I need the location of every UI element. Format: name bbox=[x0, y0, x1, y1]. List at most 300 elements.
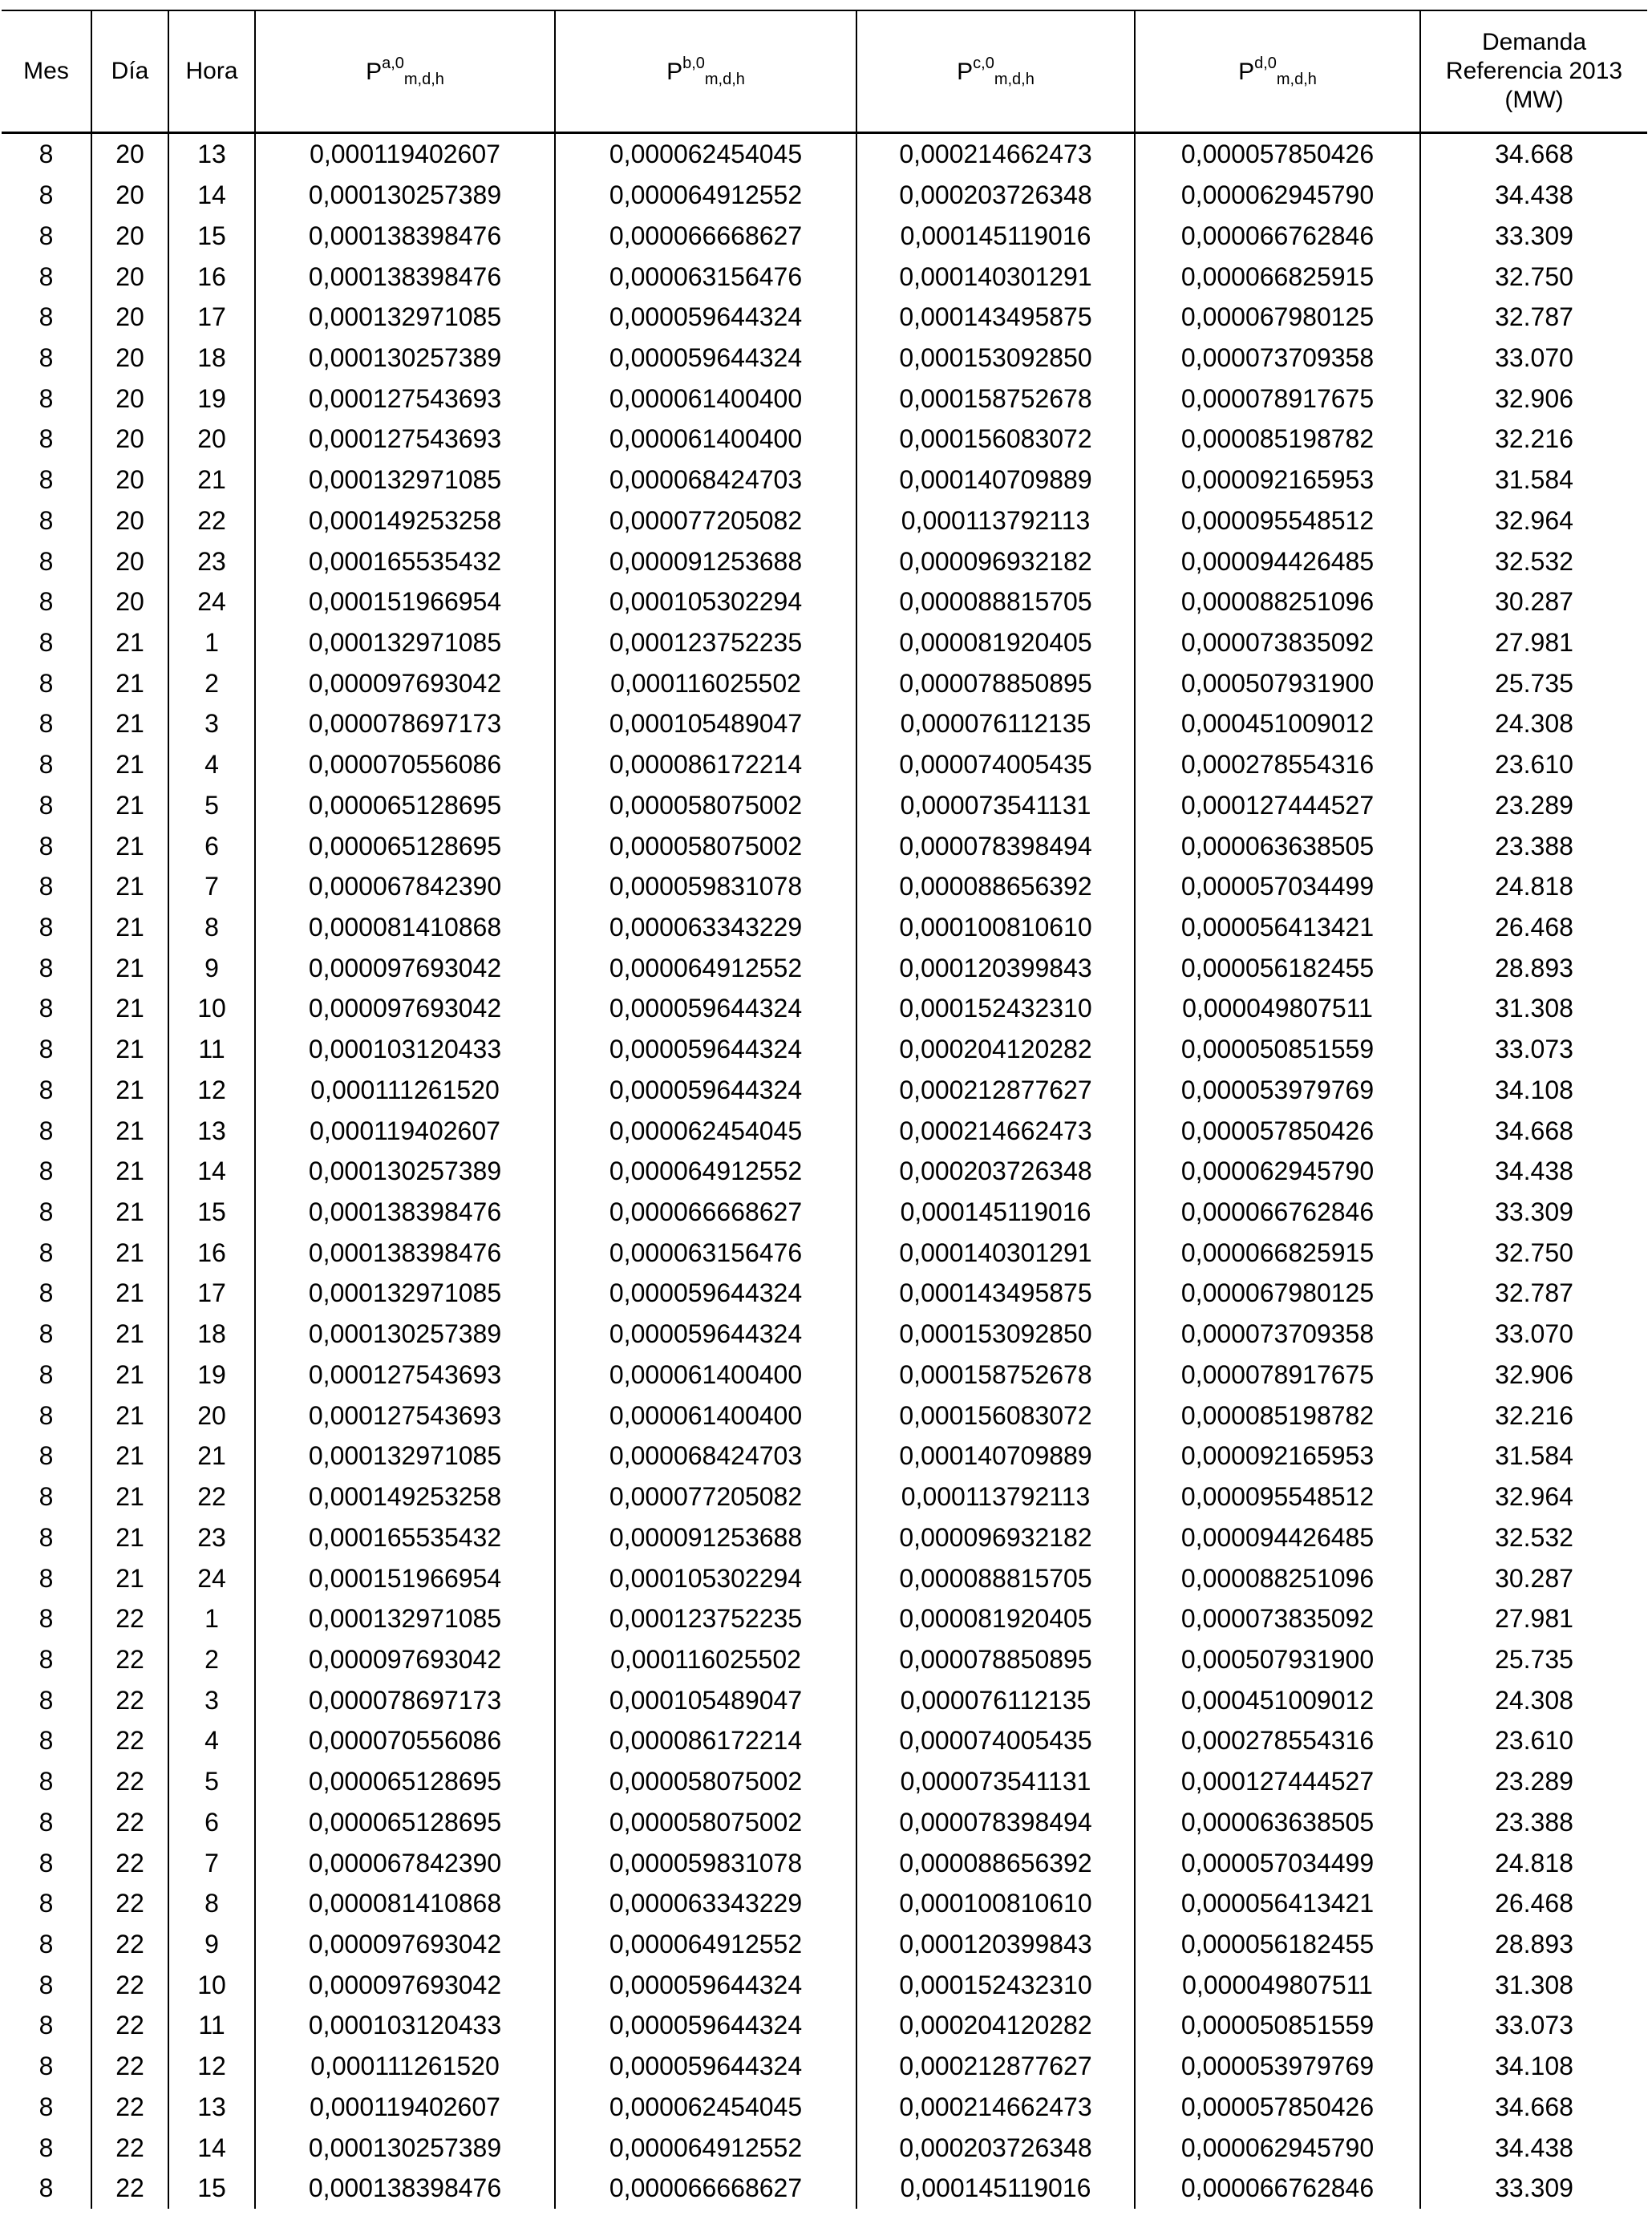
table-row bbox=[2, 785, 1647, 826]
cell-dia: 21 bbox=[91, 1517, 168, 1558]
cell-p-a: 0,000138398476 bbox=[255, 2168, 555, 2209]
cell-p-a: 0,000127543693 bbox=[255, 1395, 555, 1436]
cell-demanda: 32.216 bbox=[1420, 1395, 1647, 1436]
table-row bbox=[2, 1598, 1647, 1639]
cell-hora: 19 bbox=[168, 378, 255, 419]
cell-p-a: 0,000097693042 bbox=[255, 988, 555, 1029]
table-row bbox=[2, 581, 1647, 622]
cell-dia: 22 bbox=[91, 1842, 168, 1883]
cell-p-c: 0,000073541131 bbox=[856, 785, 1135, 826]
cell-dia: 22 bbox=[91, 1720, 168, 1761]
cell-p-d: 0,000066825915 bbox=[1135, 1232, 1420, 1273]
cell-p-b: 0,000064912552 bbox=[555, 947, 856, 988]
table-row bbox=[2, 338, 1647, 379]
cell-p-d: 0,000094426485 bbox=[1135, 541, 1420, 581]
symbol-base: P bbox=[366, 59, 383, 85]
cell-dia: 20 bbox=[91, 500, 168, 541]
cell-mes: 8 bbox=[2, 2127, 91, 2168]
cell-demanda: 34.438 bbox=[1420, 2127, 1647, 2168]
table-row bbox=[2, 825, 1647, 866]
cell-p-d: 0,000067980125 bbox=[1135, 297, 1420, 338]
cell-p-c: 0,000156083072 bbox=[856, 419, 1135, 460]
cell-hora: 5 bbox=[168, 1761, 255, 1802]
table-row bbox=[2, 1029, 1647, 1070]
cell-p-a: 0,000119402607 bbox=[255, 2087, 555, 2128]
cell-mes: 8 bbox=[2, 1070, 91, 1111]
cell-dia: 20 bbox=[91, 338, 168, 379]
cell-p-c: 0,000081920405 bbox=[856, 1598, 1135, 1639]
cell-p-d: 0,000057850426 bbox=[1135, 1110, 1420, 1151]
cell-p-a: 0,000097693042 bbox=[255, 662, 555, 703]
cell-hora: 21 bbox=[168, 1436, 255, 1476]
cell-demanda: 32.787 bbox=[1420, 1273, 1647, 1314]
cell-p-c: 0,000203726348 bbox=[856, 2127, 1135, 2168]
cell-p-c: 0,000214662473 bbox=[856, 2087, 1135, 2128]
cell-mes: 8 bbox=[2, 581, 91, 622]
cell-dia: 21 bbox=[91, 1110, 168, 1151]
cell-mes: 8 bbox=[2, 1761, 91, 1802]
table-row bbox=[2, 1639, 1647, 1680]
cell-p-c: 0,000140709889 bbox=[856, 460, 1135, 500]
cell-mes: 8 bbox=[2, 825, 91, 866]
symbol-p-b bbox=[666, 55, 745, 88]
cell-p-c: 0,000076112135 bbox=[856, 1679, 1135, 1720]
cell-p-c: 0,000088815705 bbox=[856, 581, 1135, 622]
cell-p-c: 0,000076112135 bbox=[856, 703, 1135, 744]
cell-hora: 14 bbox=[168, 175, 255, 216]
cell-hora: 13 bbox=[168, 2087, 255, 2128]
cell-demanda: 26.468 bbox=[1420, 907, 1647, 948]
cell-mes: 8 bbox=[2, 988, 91, 1029]
header-p-b bbox=[555, 10, 856, 133]
cell-p-b: 0,000059831078 bbox=[555, 1842, 856, 1883]
header-dia: Día bbox=[91, 10, 168, 133]
cell-p-a: 0,000127543693 bbox=[255, 378, 555, 419]
cell-mes: 8 bbox=[2, 256, 91, 297]
cell-p-a: 0,000130257389 bbox=[255, 1314, 555, 1355]
cell-dia: 22 bbox=[91, 2005, 168, 2046]
cell-demanda: 32.532 bbox=[1420, 541, 1647, 581]
cell-mes: 8 bbox=[2, 1110, 91, 1151]
cell-mes: 8 bbox=[2, 1151, 91, 1192]
cell-hora: 3 bbox=[168, 1679, 255, 1720]
table-row bbox=[2, 2127, 1647, 2168]
cell-dia: 22 bbox=[91, 1761, 168, 1802]
cell-dia: 21 bbox=[91, 825, 168, 866]
cell-p-a: 0,000065128695 bbox=[255, 1761, 555, 1802]
cell-p-a: 0,000065128695 bbox=[255, 785, 555, 826]
symbol-p-d bbox=[1238, 55, 1317, 88]
cell-dia: 21 bbox=[91, 1273, 168, 1314]
symbol-base: P bbox=[1238, 59, 1255, 85]
cell-demanda: 31.584 bbox=[1420, 1436, 1647, 1476]
cell-p-c: 0,000145119016 bbox=[856, 215, 1135, 256]
cell-demanda: 34.108 bbox=[1420, 1070, 1647, 1111]
cell-p-b: 0,000059644324 bbox=[555, 297, 856, 338]
cell-mes: 8 bbox=[2, 419, 91, 460]
cell-demanda: 33.073 bbox=[1420, 1029, 1647, 1070]
cell-mes: 8 bbox=[2, 866, 91, 907]
cell-p-b: 0,000063156476 bbox=[555, 256, 856, 297]
cell-demanda: 23.388 bbox=[1420, 825, 1647, 866]
cell-p-d: 0,000078917675 bbox=[1135, 378, 1420, 419]
table-row bbox=[2, 297, 1647, 338]
cell-demanda: 25.735 bbox=[1420, 1639, 1647, 1680]
cell-p-b: 0,000059644324 bbox=[555, 988, 856, 1029]
cell-p-c: 0,000204120282 bbox=[856, 1029, 1135, 1070]
cell-dia: 21 bbox=[91, 1436, 168, 1476]
table-body bbox=[2, 133, 1647, 2209]
cell-hora: 16 bbox=[168, 256, 255, 297]
cell-p-b: 0,000116025502 bbox=[555, 662, 856, 703]
cell-p-d: 0,000078917675 bbox=[1135, 1355, 1420, 1395]
cell-demanda: 31.584 bbox=[1420, 460, 1647, 500]
cell-p-b: 0,000058075002 bbox=[555, 1801, 856, 1842]
cell-mes: 8 bbox=[2, 785, 91, 826]
cell-p-c: 0,000074005435 bbox=[856, 744, 1135, 785]
cell-hora: 10 bbox=[168, 1964, 255, 2005]
cell-dia: 20 bbox=[91, 581, 168, 622]
cell-demanda: 33.309 bbox=[1420, 215, 1647, 256]
cell-p-c: 0,000204120282 bbox=[856, 2005, 1135, 2046]
cell-demanda: 33.309 bbox=[1420, 2168, 1647, 2209]
cell-mes: 8 bbox=[2, 1801, 91, 1842]
cell-hora: 1 bbox=[168, 1598, 255, 1639]
cell-demanda: 32.532 bbox=[1420, 1517, 1647, 1558]
cell-dia: 20 bbox=[91, 541, 168, 581]
cell-mes: 8 bbox=[2, 541, 91, 581]
cell-mes: 8 bbox=[2, 1029, 91, 1070]
cell-dia: 22 bbox=[91, 1679, 168, 1720]
cell-hora: 14 bbox=[168, 2127, 255, 2168]
cell-p-d: 0,000094426485 bbox=[1135, 1517, 1420, 1558]
table-row bbox=[2, 460, 1647, 500]
cell-p-a: 0,000111261520 bbox=[255, 1070, 555, 1111]
cell-dia: 21 bbox=[91, 1232, 168, 1273]
header-demanda-line: Referencia 2013 bbox=[1445, 58, 1623, 84]
cell-p-a: 0,000078697173 bbox=[255, 1679, 555, 1720]
cell-p-c: 0,000143495875 bbox=[856, 1273, 1135, 1314]
cell-p-a: 0,000081410868 bbox=[255, 1883, 555, 1924]
cell-mes: 8 bbox=[2, 2046, 91, 2087]
cell-p-d: 0,000056413421 bbox=[1135, 1883, 1420, 1924]
cell-p-b: 0,000077205082 bbox=[555, 1476, 856, 1517]
cell-dia: 21 bbox=[91, 866, 168, 907]
cell-demanda: 27.981 bbox=[1420, 1598, 1647, 1639]
cell-dia: 20 bbox=[91, 460, 168, 500]
cell-hora: 5 bbox=[168, 785, 255, 826]
cell-mes: 8 bbox=[2, 2087, 91, 2128]
cell-demanda: 25.735 bbox=[1420, 662, 1647, 703]
cell-dia: 21 bbox=[91, 744, 168, 785]
cell-hora: 22 bbox=[168, 500, 255, 541]
cell-dia: 22 bbox=[91, 2168, 168, 2209]
table-row bbox=[2, 1355, 1647, 1395]
cell-dia: 20 bbox=[91, 133, 168, 175]
symbol-superscript: c,0 bbox=[973, 55, 994, 72]
cell-p-d: 0,000066762846 bbox=[1135, 2168, 1420, 2209]
cell-p-d: 0,000063638505 bbox=[1135, 1801, 1420, 1842]
cell-p-b: 0,000063343229 bbox=[555, 1883, 856, 1924]
cell-dia: 22 bbox=[91, 2087, 168, 2128]
cell-p-d: 0,000066762846 bbox=[1135, 1192, 1420, 1233]
cell-p-b: 0,000105302294 bbox=[555, 581, 856, 622]
cell-demanda: 32.216 bbox=[1420, 419, 1647, 460]
cell-demanda: 24.308 bbox=[1420, 703, 1647, 744]
cell-p-b: 0,000061400400 bbox=[555, 1395, 856, 1436]
table-row bbox=[2, 1273, 1647, 1314]
cell-p-b: 0,000059644324 bbox=[555, 2005, 856, 2046]
table-row bbox=[2, 1436, 1647, 1476]
cell-mes: 8 bbox=[2, 1517, 91, 1558]
cell-dia: 21 bbox=[91, 703, 168, 744]
cell-p-c: 0,000145119016 bbox=[856, 1192, 1135, 1233]
cell-hora: 24 bbox=[168, 581, 255, 622]
table-row bbox=[2, 1801, 1647, 1842]
cell-p-b: 0,000066668627 bbox=[555, 2168, 856, 2209]
cell-dia: 21 bbox=[91, 622, 168, 663]
cell-p-d: 0,000057034499 bbox=[1135, 866, 1420, 907]
cell-p-c: 0,000113792113 bbox=[856, 500, 1135, 541]
cell-p-a: 0,000067842390 bbox=[255, 1842, 555, 1883]
cell-dia: 20 bbox=[91, 378, 168, 419]
header-hora: Hora bbox=[168, 10, 255, 133]
table-row bbox=[2, 988, 1647, 1029]
cell-hora: 11 bbox=[168, 1029, 255, 1070]
cell-p-c: 0,000088656392 bbox=[856, 1842, 1135, 1883]
cell-p-a: 0,000103120433 bbox=[255, 2005, 555, 2046]
cell-hora: 8 bbox=[168, 907, 255, 948]
cell-demanda: 24.818 bbox=[1420, 866, 1647, 907]
cell-p-c: 0,000143495875 bbox=[856, 297, 1135, 338]
header-p-c bbox=[856, 10, 1135, 133]
table-row bbox=[2, 1192, 1647, 1233]
cell-p-b: 0,000058075002 bbox=[555, 825, 856, 866]
table-row bbox=[2, 378, 1647, 419]
cell-p-c: 0,000152432310 bbox=[856, 1964, 1135, 2005]
cell-p-b: 0,000066668627 bbox=[555, 215, 856, 256]
cell-dia: 21 bbox=[91, 1029, 168, 1070]
cell-mes: 8 bbox=[2, 1924, 91, 1965]
table-row bbox=[2, 622, 1647, 663]
cell-dia: 20 bbox=[91, 215, 168, 256]
cell-p-d: 0,000278554316 bbox=[1135, 744, 1420, 785]
cell-p-d: 0,000062945790 bbox=[1135, 1151, 1420, 1192]
cell-p-c: 0,000203726348 bbox=[856, 1151, 1135, 1192]
cell-hora: 22 bbox=[168, 1476, 255, 1517]
cell-mes: 8 bbox=[2, 460, 91, 500]
table-row bbox=[2, 1395, 1647, 1436]
table-row bbox=[2, 215, 1647, 256]
table-row bbox=[2, 500, 1647, 541]
cell-demanda: 34.438 bbox=[1420, 175, 1647, 216]
cell-p-b: 0,000061400400 bbox=[555, 419, 856, 460]
cell-dia: 20 bbox=[91, 297, 168, 338]
cell-dia: 22 bbox=[91, 1598, 168, 1639]
cell-demanda: 32.964 bbox=[1420, 500, 1647, 541]
cell-p-a: 0,000127543693 bbox=[255, 419, 555, 460]
cell-p-d: 0,000053979769 bbox=[1135, 1070, 1420, 1111]
cell-demanda: 28.893 bbox=[1420, 947, 1647, 988]
cell-demanda: 32.750 bbox=[1420, 1232, 1647, 1273]
table-row bbox=[2, 2005, 1647, 2046]
table-row bbox=[2, 1151, 1647, 1192]
cell-p-d: 0,000085198782 bbox=[1135, 419, 1420, 460]
cell-dia: 22 bbox=[91, 1924, 168, 1965]
cell-dia: 21 bbox=[91, 1070, 168, 1111]
cell-hora: 7 bbox=[168, 866, 255, 907]
cell-p-a: 0,000130257389 bbox=[255, 1151, 555, 1192]
table-row bbox=[2, 1842, 1647, 1883]
cell-demanda: 23.289 bbox=[1420, 1761, 1647, 1802]
cell-demanda: 32.906 bbox=[1420, 378, 1647, 419]
table-row bbox=[2, 1558, 1647, 1598]
table-row bbox=[2, 947, 1647, 988]
cell-dia: 21 bbox=[91, 1395, 168, 1436]
cell-p-a: 0,000138398476 bbox=[255, 215, 555, 256]
cell-p-c: 0,000203726348 bbox=[856, 175, 1135, 216]
cell-mes: 8 bbox=[2, 1395, 91, 1436]
cell-p-d: 0,000056413421 bbox=[1135, 907, 1420, 948]
cell-p-a: 0,000138398476 bbox=[255, 1232, 555, 1273]
cell-demanda: 34.668 bbox=[1420, 2087, 1647, 2128]
table-row bbox=[2, 907, 1647, 948]
table-row bbox=[2, 175, 1647, 216]
cell-p-b: 0,000086172214 bbox=[555, 744, 856, 785]
table-row bbox=[2, 1070, 1647, 1111]
cell-hora: 8 bbox=[168, 1883, 255, 1924]
table-row bbox=[2, 662, 1647, 703]
cell-dia: 21 bbox=[91, 1151, 168, 1192]
symbol-base: P bbox=[957, 59, 974, 85]
cell-p-c: 0,000152432310 bbox=[856, 988, 1135, 1029]
cell-dia: 21 bbox=[91, 1314, 168, 1355]
cell-hora: 19 bbox=[168, 1355, 255, 1395]
cell-dia: 22 bbox=[91, 1639, 168, 1680]
cell-p-c: 0,000120399843 bbox=[856, 1924, 1135, 1965]
cell-p-d: 0,000451009012 bbox=[1135, 703, 1420, 744]
cell-p-d: 0,000095548512 bbox=[1135, 1476, 1420, 1517]
cell-p-a: 0,000097693042 bbox=[255, 1964, 555, 2005]
cell-p-a: 0,000132971085 bbox=[255, 460, 555, 500]
cell-p-c: 0,000158752678 bbox=[856, 1355, 1135, 1395]
cell-p-a: 0,000132971085 bbox=[255, 1273, 555, 1314]
cell-p-b: 0,000123752235 bbox=[555, 1598, 856, 1639]
cell-p-d: 0,000057850426 bbox=[1135, 2087, 1420, 2128]
cell-p-b: 0,000062454045 bbox=[555, 133, 856, 175]
cell-hora: 15 bbox=[168, 1192, 255, 1233]
cell-demanda: 23.610 bbox=[1420, 1720, 1647, 1761]
cell-p-d: 0,000073835092 bbox=[1135, 1598, 1420, 1639]
cell-demanda: 34.668 bbox=[1420, 1110, 1647, 1151]
cell-p-a: 0,000067842390 bbox=[255, 866, 555, 907]
cell-dia: 22 bbox=[91, 1883, 168, 1924]
cell-p-b: 0,000068424703 bbox=[555, 460, 856, 500]
cell-mes: 8 bbox=[2, 1842, 91, 1883]
cell-mes: 8 bbox=[2, 1639, 91, 1680]
cell-p-c: 0,000078850895 bbox=[856, 662, 1135, 703]
cell-p-b: 0,000063343229 bbox=[555, 907, 856, 948]
cell-hora: 15 bbox=[168, 2168, 255, 2209]
cell-demanda: 32.750 bbox=[1420, 256, 1647, 297]
cell-p-d: 0,000066825915 bbox=[1135, 256, 1420, 297]
cell-p-b: 0,000059644324 bbox=[555, 1964, 856, 2005]
cell-p-c: 0,000212877627 bbox=[856, 2046, 1135, 2087]
table-row bbox=[2, 1517, 1647, 1558]
cell-demanda: 23.388 bbox=[1420, 1801, 1647, 1842]
symbol-subscript: m,d,h bbox=[994, 71, 1035, 88]
cell-hora: 6 bbox=[168, 1801, 255, 1842]
cell-p-b: 0,000061400400 bbox=[555, 378, 856, 419]
cell-demanda: 23.610 bbox=[1420, 744, 1647, 785]
cell-p-d: 0,000056182455 bbox=[1135, 947, 1420, 988]
cell-demanda: 32.787 bbox=[1420, 297, 1647, 338]
cell-p-a: 0,000070556086 bbox=[255, 744, 555, 785]
cell-hora: 2 bbox=[168, 662, 255, 703]
cell-p-d: 0,000057850426 bbox=[1135, 133, 1420, 175]
cell-p-a: 0,000065128695 bbox=[255, 825, 555, 866]
table-row bbox=[2, 2087, 1647, 2128]
cell-p-d: 0,000063638505 bbox=[1135, 825, 1420, 866]
cell-p-a: 0,000103120433 bbox=[255, 1029, 555, 1070]
cell-hora: 17 bbox=[168, 297, 255, 338]
cell-p-a: 0,000078697173 bbox=[255, 703, 555, 744]
cell-p-d: 0,000049807511 bbox=[1135, 1964, 1420, 2005]
cell-mes: 8 bbox=[2, 1436, 91, 1476]
cell-hora: 15 bbox=[168, 215, 255, 256]
table-row bbox=[2, 1476, 1647, 1517]
cell-p-c: 0,000100810610 bbox=[856, 1883, 1135, 1924]
cell-p-d: 0,000095548512 bbox=[1135, 500, 1420, 541]
cell-p-a: 0,000130257389 bbox=[255, 2127, 555, 2168]
symbol-superscript: a,0 bbox=[382, 55, 404, 72]
symbol-superscript: b,0 bbox=[682, 55, 705, 72]
cell-p-d: 0,000050851559 bbox=[1135, 1029, 1420, 1070]
cell-p-c: 0,000214662473 bbox=[856, 133, 1135, 175]
cell-hora: 21 bbox=[168, 460, 255, 500]
cell-p-d: 0,000127444527 bbox=[1135, 785, 1420, 826]
cell-p-c: 0,000158752678 bbox=[856, 378, 1135, 419]
table-row bbox=[2, 2168, 1647, 2209]
table-row bbox=[2, 1924, 1647, 1965]
cell-p-d: 0,000507931900 bbox=[1135, 1639, 1420, 1680]
cell-hora: 14 bbox=[168, 1151, 255, 1192]
cell-p-b: 0,000064912552 bbox=[555, 175, 856, 216]
symbol-subscript: m,d,h bbox=[403, 71, 444, 88]
cell-p-d: 0,000062945790 bbox=[1135, 175, 1420, 216]
cell-p-d: 0,000507931900 bbox=[1135, 662, 1420, 703]
symbol-p-a bbox=[366, 55, 444, 88]
cell-p-a: 0,000097693042 bbox=[255, 1924, 555, 1965]
cell-p-b: 0,000058075002 bbox=[555, 1761, 856, 1802]
cell-mes: 8 bbox=[2, 744, 91, 785]
cell-hora: 2 bbox=[168, 1639, 255, 1680]
table-row bbox=[2, 2046, 1647, 2087]
cell-mes: 8 bbox=[2, 1720, 91, 1761]
header-demanda-line: Demanda bbox=[1481, 29, 1587, 55]
cell-p-d: 0,000092165953 bbox=[1135, 1436, 1420, 1476]
cell-p-b: 0,000059644324 bbox=[555, 1070, 856, 1111]
cell-mes: 8 bbox=[2, 500, 91, 541]
table-row bbox=[2, 419, 1647, 460]
cell-p-d: 0,000278554316 bbox=[1135, 1720, 1420, 1761]
cell-p-b: 0,000059644324 bbox=[555, 1029, 856, 1070]
cell-p-d: 0,000053979769 bbox=[1135, 2046, 1420, 2087]
cell-mes: 8 bbox=[2, 1964, 91, 2005]
cell-mes: 8 bbox=[2, 662, 91, 703]
cell-dia: 22 bbox=[91, 2127, 168, 2168]
cell-p-b: 0,000058075002 bbox=[555, 785, 856, 826]
